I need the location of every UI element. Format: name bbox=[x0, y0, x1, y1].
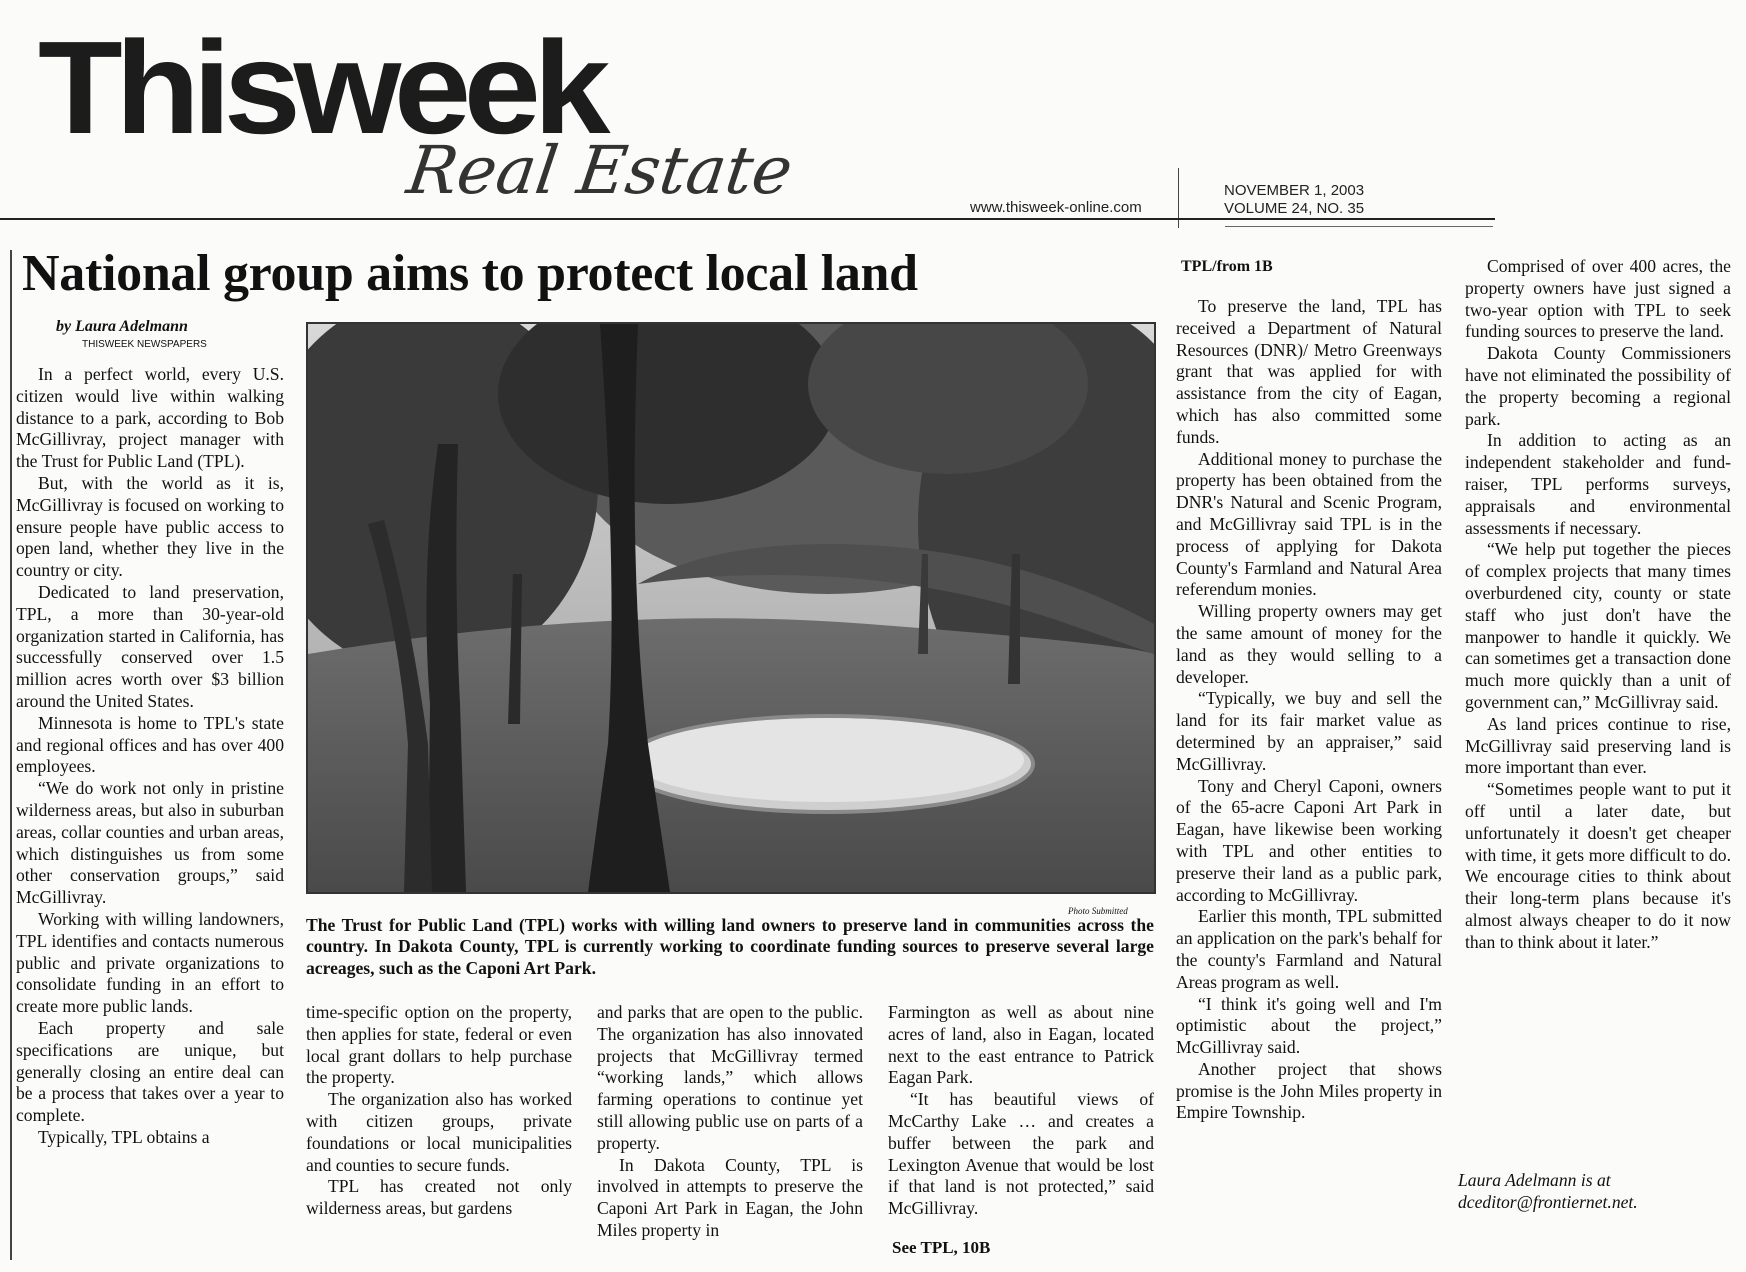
jump-line-header: TPL/from 1B bbox=[1181, 258, 1273, 275]
column-6 bbox=[1465, 256, 1731, 954]
issue-volume: VOLUME 24, NO. 35 bbox=[1224, 200, 1365, 217]
paragraph: and parks that are open to the public. The organization has also innovated projects that McGillivray termed “working lands,” which allows farming operations to continue yet still allowing public use on parts of a property. bbox=[597, 1002, 863, 1153]
paragraph: But, with the world as it is, McGillivray is focused on working to ensure people have public access to open land, whether they live in the country or city. bbox=[16, 472, 284, 581]
signoff-email: dceditor@frontiernet.net. bbox=[1458, 1191, 1638, 1212]
paragraph: In a perfect world, every U.S. citizen would live within walking distance to a park, according to Bob McGillivray, project manager with the Trust for Public Land (TPL). bbox=[16, 364, 284, 472]
paragraph: “Typically, we buy and sell the land for its fair market value as determined by an appraiser,” said McGillivray. bbox=[1176, 688, 1442, 774]
paragraph: time-specific option on the property, then applies for state, federal or even local grant dollars to help purchase the property. bbox=[306, 1002, 572, 1088]
signoff-name: Laura Adelmann is at bbox=[1458, 1170, 1611, 1190]
headline: National group aims to protect local land bbox=[22, 245, 918, 302]
paragraph: Typically, TPL obtains a bbox=[38, 1126, 210, 1147]
paragraph: To preserve the land, TPL has received a Department of Natural Resources (DNR)/ Metro Greenways grant that was applied for with assistance from the city of Eagan, which has also committed some funds. bbox=[1176, 296, 1442, 447]
paragraph: “It has beautiful views of McCarthy Lake … and creates a buffer between the park and Lexington Avenue that would be lost if that land is not protected,” said McGillivray. bbox=[888, 1089, 1154, 1219]
paragraph: The organization also has worked with citizen groups, private foundations or local municipalities and counties to secure funds. bbox=[306, 1089, 572, 1175]
paragraph: Farmington as well as about nine acres of land, also in Eagan, located next to the east entrance to Patrick Eagan Park. bbox=[888, 1002, 1154, 1088]
paragraph: “We help put together the pieces of complex projects that many times overburdened city, county or state staff who just don't have the manpower to handle it quickly. We can sometimes get a transaction done much more quickly than a unit of government can,” McGillivray said. bbox=[1465, 539, 1731, 712]
issue-date: NOVEMBER 1, 2003 bbox=[1224, 182, 1365, 199]
paragraph: Additional money to purchase the property has been obtained from the DNR's Natural and Scenic Program, and McGillivray said TPL is in the process of applying for Dakota County's Farmland and Natural Area referendum monies. bbox=[1176, 448, 1442, 600]
paragraph: Earlier this month, TPL submitted an application on the park's behalf for the county's Farmland and Natural Areas program as well. bbox=[1176, 906, 1443, 992]
paragraph: Another project that shows promise is the John Miles property in Empire Township. bbox=[1176, 1058, 1442, 1123]
masthead-logo: Thisweek bbox=[38, 14, 604, 161]
paragraph: Working with willing landowners, TPL identifies and contacts numerous public and private organizations to consolidate funding in an effort to create more public lands. bbox=[16, 908, 284, 1017]
paragraph: Each property and sale specifications are unique, but generally closing an entire deal can be a process that takes over a year to complete. bbox=[16, 1017, 284, 1126]
paragraph: Tony and Cheryl Caponi, owners of the 65-acre Caponi Art Park in Eagan, have likewise been working with TPL and other entities to preserve their land as a public park, according to McGillivray. bbox=[1176, 775, 1442, 905]
masthead-section-title: Real Estate bbox=[402, 132, 798, 209]
paragraph: In Dakota County, TPL is involved in attempts to preserve the Caponi Art Park in Eagan, the John Miles property in bbox=[597, 1154, 863, 1240]
column-2 bbox=[306, 1002, 572, 1220]
paragraph: “I think it's going well and I'm optimistic about the project,” McGillivray said. bbox=[1176, 993, 1442, 1058]
paragraph: Dedicated to land preservation, TPL, a more than 30-year-old organization started in California, has successfully conserved over 1.5 million acres worth over $3 billion around the United States. bbox=[16, 581, 284, 711]
paragraph: Comprised of over 400 acres, the property owners have just signed a two-year option with TPL to seek funding sources to preserve the land. bbox=[1465, 256, 1731, 342]
masthead-url: www.thisweek-online.com bbox=[970, 199, 1142, 216]
paragraph: TPL has created not only wilderness areas, but gardens bbox=[306, 1176, 572, 1219]
paragraph: Minnesota is home to TPL's state and regional offices and has over 400 employees. bbox=[16, 712, 284, 777]
column-5 bbox=[1176, 296, 1442, 1124]
paragraph: Dakota County Commissioners have not eliminated the possibility of the property becoming a regional park. bbox=[1465, 343, 1731, 429]
column-1 bbox=[16, 364, 284, 1149]
column-4 bbox=[888, 1002, 1154, 1220]
park-photo-illustration bbox=[308, 324, 1154, 892]
jump-line-continued: See TPL, 10B bbox=[892, 1238, 991, 1257]
paragraph: As land prices continue to rise, McGillivray said preserving land is more important than ever. bbox=[1465, 713, 1731, 778]
photo-credit: Photo Submitted bbox=[1068, 906, 1128, 916]
paragraph: In addition to acting as an independent stakeholder and fund-raiser, TPL performs surveys, appraisals and environmental assessments if necessary. bbox=[1465, 430, 1731, 538]
article-photo bbox=[306, 322, 1156, 894]
byline-org: THISWEEK NEWSPAPERS bbox=[82, 339, 207, 350]
byline: by Laura Adelmann bbox=[56, 318, 188, 335]
paragraph: “We do work not only in pristine wilderness areas, but also in suburban areas, collar counties and urban areas, which distinguishes us from some other conservation groups,” said McGillivray. bbox=[16, 778, 284, 908]
photo-caption: The Trust for Public Land (TPL) works with willing land owners to preserve land in communities across the country. In Dakota County, TPL is currently working to coordinate funding sources to preserve several large acreages, such as the Caponi Art Park. bbox=[306, 915, 1154, 978]
column-3 bbox=[597, 1002, 863, 1242]
paragraph: “Sometimes people want to put it off until a later date, but unfortunately it doesn't get cheaper with time, it gets more difficult to do. We encourage cities to think about their long-term plans because it's almost always cheaper to do it now than to think about it later.” bbox=[1465, 779, 1731, 952]
author-signoff bbox=[1458, 1170, 1728, 1214]
masthead-rule-secondary bbox=[1225, 226, 1493, 227]
article-border bbox=[10, 250, 12, 1260]
issue-info bbox=[1224, 182, 1364, 218]
paragraph: Willing property owners may get the same amount of money for the land as they would selling to a developer. bbox=[1176, 601, 1442, 687]
masthead-rule bbox=[0, 218, 1495, 220]
